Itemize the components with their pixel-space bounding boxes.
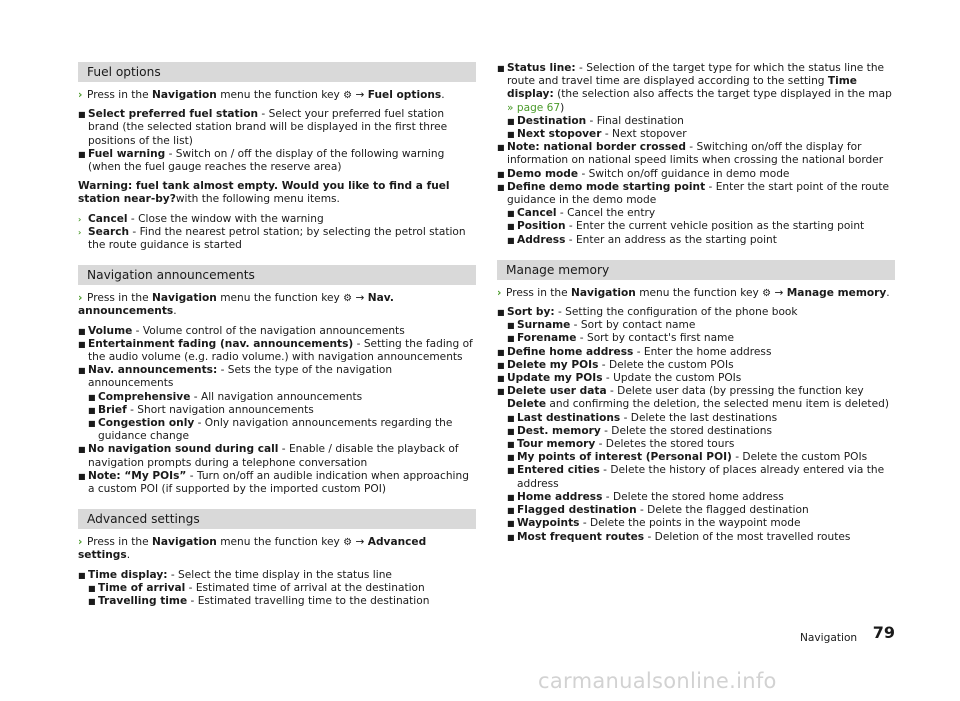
section-header-manage-memory: Manage memory <box>497 260 895 280</box>
list-item: ■ Travelling time - Estimated travelling time to the destination <box>88 595 430 608</box>
right-column <box>497 62 895 544</box>
list-item: ■ Forename - Sort by contact's first name <box>507 332 734 345</box>
list-item: ■ Sort by: - Setting the configuration of the phone book <box>497 306 798 319</box>
list-item: ■ Waypoints - Delete the points in the waypoint mode <box>507 517 801 530</box>
list-item: ■ Brief - Short navigation announcements <box>88 403 314 416</box>
green-arrow-icon: › <box>78 292 83 305</box>
list-item: ■ No navigation sound during call - Enable / disable the playback of navigation prompts during a telephone conversation <box>78 443 459 469</box>
list-item: ■ Entertainment fading (nav. announcements) - Setting the fading of the audio volume (e.g. radio volume.) with navigation announcements <box>78 337 473 364</box>
list-item: ■ Surname - Sort by contact name <box>507 319 696 332</box>
settings-key-icon: ⚙ <box>762 287 772 299</box>
list-item: ■ Dest. memory - Delete the stored destinations <box>507 424 772 437</box>
page-footer <box>783 623 895 650</box>
list-item: ■ Delete user data - Delete user data (by pressing the function key Delete and confirming the deletion, the selected menu item is deleted) <box>497 385 889 411</box>
list-item: ■ Position - Enter the current vehicle position as the starting point <box>507 220 865 233</box>
list-item: ■ Most frequent routes - Deletion of the most travelled routes <box>507 530 851 543</box>
instruction-advanced-settings: › Press in the Navigation menu the function key ⚙ → Advanced settings. <box>78 536 427 562</box>
instruction-manage-memory: › Press in the Navigation menu the function key ⚙ → Manage memory. <box>497 286 890 299</box>
list-item: ■ Cancel - Cancel the entry <box>507 207 656 220</box>
square-bullet-icon: ■ <box>78 149 86 159</box>
green-arrow-icon: › <box>78 227 82 237</box>
watermark: carmanualsonline.info <box>538 669 777 693</box>
list-item: ■ Entered cities - Delete the history of places already entered via the address <box>507 464 885 490</box>
page-number: 79 <box>872 623 895 642</box>
list-item: ■ Comprehensive - All navigation announcements <box>88 390 363 403</box>
green-arrow-icon: › <box>78 536 83 549</box>
section-header-advanced-settings: Advanced settings <box>78 509 476 529</box>
list-item: › Cancel - Close the window with the warning <box>78 212 324 225</box>
list-item: ■ Address - Enter an address as the starting point <box>507 233 777 246</box>
list-item: ■ Demo mode - Switch on/off guidance in demo mode <box>497 167 790 180</box>
section-header-fuel-options: Fuel options <box>78 62 476 82</box>
page-link[interactable]: » page 67 <box>507 101 561 114</box>
list-item: ■ My points of interest (Personal POI) - Delete the custom POIs <box>507 451 868 464</box>
warning-text: Warning: fuel tank almost empty. Would you like to find a fuel station near-by?with the following menu items. <box>78 180 450 206</box>
green-arrow-icon: › <box>78 214 82 224</box>
list-item: ■ Nav. announcements: - Sets the type of the navigation announcements <box>78 364 393 390</box>
list-item: ■ Home address - Delete the stored home address <box>507 490 784 503</box>
list-item: ■ Congestion only - Only navigation announcements regarding the guidance change <box>88 417 453 443</box>
list-item: ■ Volume - Volume control of the navigation announcements <box>78 324 405 337</box>
list-item: ■ Tour memory - Deletes the stored tours <box>507 438 735 451</box>
settings-key-icon: ⚙ <box>343 90 353 101</box>
list-item: ■ Select preferred fuel station - Select your preferred fuel station brand (the selected station brand will be displayed in the first three positions of the list) <box>78 108 448 147</box>
list-item: ■ Delete my POIs - Delete the custom POIs <box>497 358 734 371</box>
settings-key-icon: ⚙ <box>343 293 353 305</box>
list-item: › Search - Find the nearest petrol station; by selecting the petrol station the route guidance is started <box>78 225 466 252</box>
list-item: ■ Update my POIs - Update the custom POIs <box>497 372 742 385</box>
square-bullet-icon: ■ <box>78 110 86 120</box>
footer-section-name: Navigation <box>800 632 858 644</box>
green-arrow-icon: › <box>497 286 502 299</box>
instruction-fuel-options: › Press in the Navigation menu the function key ⚙ → Fuel options. <box>78 89 445 101</box>
list-item: ■ Status line: - Selection of the target type for which the status line the route and travel time are displayed according to the setting Time display: (the selection also affects the target type displayed in the map » page 67) <box>497 62 892 114</box>
instruction-nav-announcements: › Press in the Navigation menu the function key ⚙ → Nav. announcements. <box>78 292 394 318</box>
list-item: ■ Last destinations - Delete the last destinations <box>507 411 778 424</box>
section-header-nav-announcements: Navigation announcements <box>78 265 476 285</box>
list-item: ■ Flagged destination - Delete the flagged destination <box>507 504 809 517</box>
list-item: ■ Define home address - Enter the home address <box>497 345 772 358</box>
list-item: ■ Time of arrival - Estimated time of arrival at the destination <box>88 581 425 594</box>
list-item: ■ Destination - Final destination <box>507 114 684 127</box>
list-item: ■ Note: “My POIs” - Turn on/off an audible indication when approaching a custom POI (if supported by the imported custom POI) <box>78 469 469 496</box>
list-item: ■ Note: national border crossed - Switching on/off the display for information on national speed limits when crossing the national border <box>497 141 884 167</box>
left-column <box>78 62 476 608</box>
green-arrow-icon: › <box>78 89 83 101</box>
list-item: ■ Time display: - Select the time display in the status line <box>78 568 392 581</box>
list-item: ■ Define demo mode starting point - Enter the start point of the route guidance in the demo mode <box>497 180 890 207</box>
list-item: ■ Fuel warning - Switch on / off the display of the following warning (when the fuel gauge reaches the reserve area) <box>78 147 445 174</box>
list-item: ■ Next stopover - Next stopover <box>507 128 687 141</box>
settings-key-icon: ⚙ <box>343 537 353 549</box>
